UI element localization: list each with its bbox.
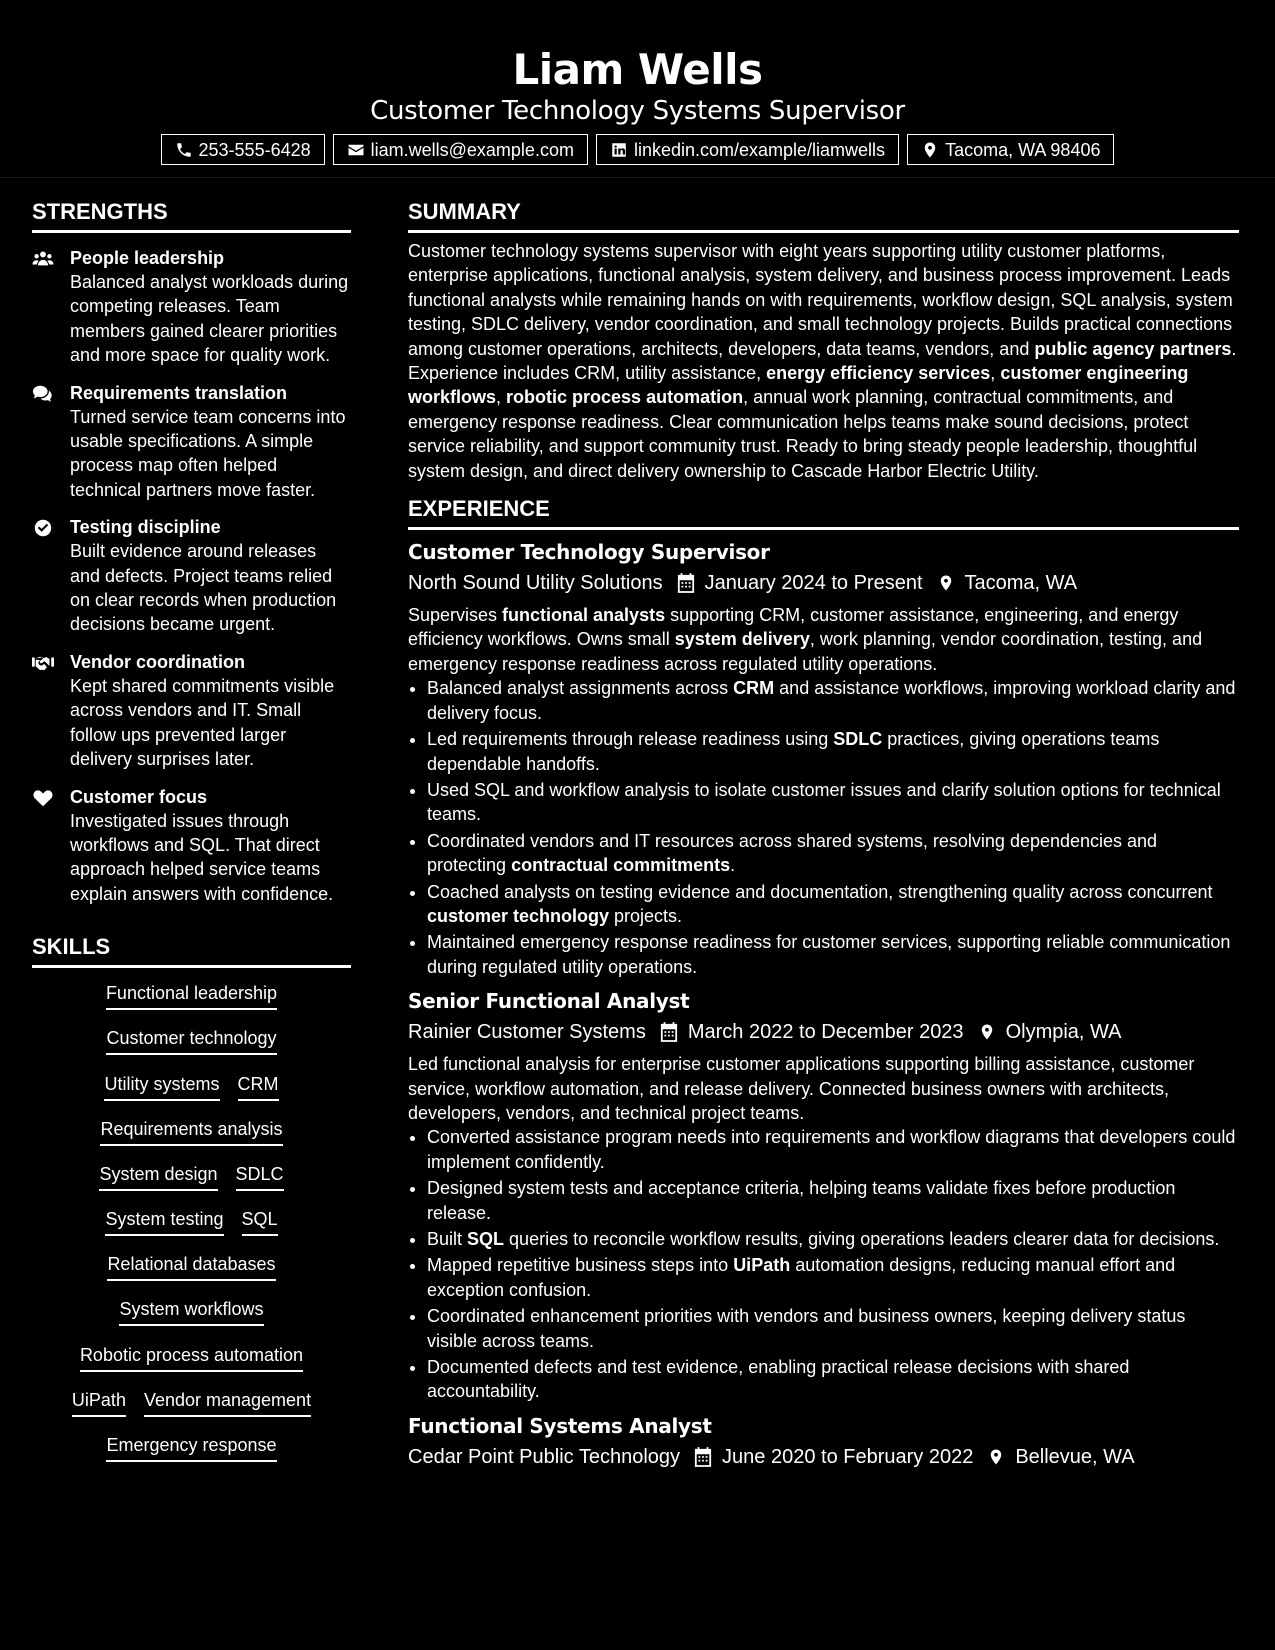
job-company: Cedar Point Public Technology bbox=[408, 1445, 681, 1468]
people-icon bbox=[32, 249, 54, 269]
summary-text: Customer technology systems supervisor with eight years supporting utility customer platforms, enterprise applications, functional analysis, system delivery, and business process improvement. Leads functional analysts while remaining hands on with requirements, workflow design, SQL analysis, system testing, SDLC delivery, vendor coordination, and small technology projects. Builds practical connections among customer operations, architects, developers, data teams, vendors, and bbox=[408, 241, 1233, 359]
skill-tag: Functional leadership bbox=[106, 980, 277, 1010]
calendar-icon bbox=[677, 573, 695, 593]
skill-row bbox=[32, 1116, 351, 1161]
job-title: Functional Systems Analyst bbox=[408, 1413, 712, 1438]
job-dates: March 2022 to December 2023 bbox=[687, 1021, 964, 1044]
skill-row bbox=[32, 1071, 351, 1116]
bullet-text: . bbox=[730, 855, 736, 876]
location-icon bbox=[937, 573, 955, 593]
job-bullet bbox=[427, 1176, 1239, 1225]
job-bullet bbox=[427, 1227, 1239, 1251]
skill-tag: Utility systems bbox=[104, 1071, 219, 1101]
handshake-icon bbox=[32, 653, 54, 673]
bullet-text: Coordinated enhancement priorities with vendors and business owners, keeping delivery status visible across teams. bbox=[427, 1306, 1186, 1351]
location-icon bbox=[978, 1022, 996, 1042]
summary-text bbox=[408, 239, 1239, 483]
skill-tag: SDLC bbox=[236, 1161, 284, 1191]
contact-phone-text: 253-555-6428 bbox=[198, 139, 311, 160]
skill-row bbox=[32, 1387, 351, 1432]
strength-title: People leadership bbox=[70, 248, 225, 268]
skill-row bbox=[32, 1161, 351, 1206]
job-bullet bbox=[427, 676, 1239, 725]
job-location: Bellevue, WA bbox=[1015, 1445, 1135, 1468]
summary-text: , bbox=[990, 363, 1001, 384]
calendar-icon bbox=[694, 1447, 712, 1467]
contact-email-text: liam.wells@example.com bbox=[370, 139, 574, 160]
strength-desc: Kept shared commitments visible across vendors and IT. Small follow ups prevented larger delivery surprises later. bbox=[70, 675, 335, 770]
job-entry bbox=[408, 537, 1239, 979]
strength-item bbox=[32, 785, 351, 907]
summary-emphasis: energy efficiency services bbox=[766, 363, 991, 384]
contact-location-text: Tacoma, WA 98406 bbox=[945, 139, 1101, 160]
summary-emphasis: robotic process automation bbox=[506, 387, 744, 408]
bullet-text: Coordinated vendors and IT resources across shared systems, resolving dependencies and protecting bbox=[427, 830, 1158, 876]
bullet-text: Balanced analyst assignments across bbox=[427, 678, 734, 699]
job-bullet bbox=[427, 1125, 1239, 1174]
skill-tag: Robotic process automation bbox=[80, 1342, 303, 1372]
job-description-text: supporting CRM, customer assistance, engineering, and energy efficiency workflows. Owns small bbox=[408, 605, 1179, 650]
job-bullet bbox=[427, 778, 1239, 827]
job-bullet bbox=[427, 1253, 1239, 1302]
contact-location[interactable] bbox=[907, 134, 1114, 165]
skills-heading: SKILLS bbox=[32, 931, 351, 968]
job-entry bbox=[408, 986, 1239, 1404]
strength-title: Testing discipline bbox=[70, 517, 221, 538]
job-dates: June 2020 to February 2022 bbox=[722, 1445, 974, 1468]
skill-tag: SQL bbox=[242, 1206, 278, 1236]
job-description bbox=[408, 1052, 1239, 1125]
job-location: Tacoma, WA bbox=[964, 572, 1078, 595]
linkedin-icon bbox=[610, 141, 628, 159]
skill-tag: UiPath bbox=[72, 1387, 126, 1417]
location-icon bbox=[987, 1447, 1005, 1467]
candidate-role: Customer Technology Systems Supervisor bbox=[370, 96, 905, 126]
resume-header bbox=[0, 0, 1275, 178]
location-icon bbox=[921, 141, 939, 159]
strengths-heading: STRENGTHS bbox=[32, 196, 351, 233]
contact-email[interactable] bbox=[333, 134, 588, 165]
bullet-text: queries to reconcile workflow results, giving operations leaders clearer data for decisions. bbox=[504, 1229, 1220, 1249]
job-bullets bbox=[408, 1125, 1239, 1403]
bullet-text: Designed system tests and acceptance criteria, helping teams validate fixes before production release. bbox=[427, 1178, 1176, 1223]
job-dates: January 2024 to Present bbox=[704, 572, 923, 595]
check-circle-icon bbox=[32, 518, 54, 538]
contact-linkedin-text: linkedin.com/example/liamwells bbox=[633, 139, 886, 160]
skill-tag: Customer technology bbox=[106, 1025, 276, 1055]
job-description bbox=[408, 603, 1239, 676]
job-company: North Sound Utility Solutions bbox=[408, 572, 663, 595]
skill-tag: System testing bbox=[105, 1206, 223, 1236]
job-description-text: Supervises bbox=[408, 605, 503, 626]
bullet-text: automation designs, reducing manual effort and exception confusion. bbox=[427, 1255, 1176, 1300]
skill-tag: System workflows bbox=[119, 1296, 263, 1326]
strength-title: Vendor coordination bbox=[70, 651, 246, 672]
summary-text: . Experience includes CRM, utility assistance, bbox=[408, 338, 1237, 384]
summary-heading: SUMMARY bbox=[408, 196, 1239, 233]
skill-tag: Relational databases bbox=[107, 1251, 275, 1281]
job-bullet bbox=[427, 1304, 1239, 1353]
skill-tag: CRM bbox=[238, 1071, 279, 1101]
job-description-emphasis: system delivery bbox=[674, 629, 810, 650]
job-location: Olympia, WA bbox=[1005, 1021, 1122, 1044]
chat-icon bbox=[32, 384, 54, 404]
bullet-text: Coached analysts on testing evidence and documentation, strengthening quality across concurrent bbox=[427, 881, 1213, 902]
strength-item bbox=[32, 246, 351, 368]
experience-heading: EXPERIENCE bbox=[408, 493, 1239, 530]
job-description-text: , work planning, vendor coordination, testing, and emergency response readiness across regulated utility operations. bbox=[408, 629, 1203, 674]
skill-row bbox=[32, 1025, 351, 1070]
summary-text: , annual work planning, contractual commitments, and emergency response readiness. Clear communication helps teams make sound decisions, protect service reliability, and support community trust. Ready to bring steady people leadership, thoughtful system design, and direct delivery ownership to Cascade Harbor Electric Utility. bbox=[408, 387, 1198, 481]
job-meta bbox=[408, 568, 1239, 598]
contact-linkedin[interactable] bbox=[596, 134, 899, 165]
job-bullet bbox=[427, 1355, 1239, 1404]
strengths-list bbox=[32, 246, 351, 906]
summary-emphasis: public agency partners bbox=[1034, 338, 1232, 359]
bullet-text: Maintained emergency response readiness for customer services, supporting reliable communication during regulated utility operations. bbox=[427, 932, 1231, 977]
bullet-emphasis: SDLC bbox=[833, 729, 883, 750]
summary-text: , bbox=[496, 387, 507, 408]
experience-list bbox=[408, 537, 1239, 1472]
strength-item bbox=[32, 515, 351, 637]
bullet-emphasis: SQL bbox=[467, 1229, 505, 1249]
skill-row bbox=[32, 1251, 351, 1296]
bullet-text: projects. bbox=[609, 905, 683, 926]
job-title: Senior Functional Analyst bbox=[408, 989, 690, 1014]
strength-item bbox=[32, 381, 351, 503]
job-bullet bbox=[427, 727, 1239, 776]
bullet-text: practices, giving operations teams dependable handoffs. bbox=[427, 729, 1160, 774]
skill-row bbox=[32, 1342, 351, 1387]
bullet-emphasis: contractual commitments bbox=[511, 855, 731, 876]
job-bullets bbox=[408, 676, 1239, 979]
main-column bbox=[408, 196, 1239, 1472]
job-entry bbox=[408, 1411, 1239, 1472]
skill-row bbox=[32, 980, 351, 1025]
job-bullet bbox=[427, 880, 1239, 929]
calendar-icon bbox=[660, 1022, 678, 1042]
skills-list bbox=[32, 980, 351, 1477]
strength-desc: Investigated issues through workflows and SQL. That direct approach helped service teams explain answers with confidence. bbox=[70, 810, 334, 904]
job-meta bbox=[408, 1017, 1239, 1047]
sidebar bbox=[32, 196, 351, 1477]
bullet-emphasis: customer technology bbox=[427, 905, 610, 926]
candidate-name: Liam Wells bbox=[512, 45, 763, 94]
job-company: Rainier Customer Systems bbox=[408, 1021, 646, 1044]
strength-item bbox=[32, 650, 351, 772]
skill-tag: System design bbox=[99, 1161, 217, 1191]
skill-row bbox=[32, 1206, 351, 1251]
skill-row bbox=[32, 1296, 351, 1341]
strength-desc: Balanced analyst workloads during competing releases. Team members gained clearer priorities and more space for quality work. bbox=[70, 272, 349, 366]
job-title: Customer Technology Supervisor bbox=[408, 540, 770, 565]
job-bullet bbox=[427, 930, 1239, 979]
contact-bar bbox=[0, 134, 1275, 165]
strength-desc: Built evidence around releases and defects. Project teams relied on clear records when production decisions became urgent. bbox=[70, 541, 337, 635]
heart-icon bbox=[32, 788, 54, 808]
skill-tag: Vendor management bbox=[144, 1387, 311, 1417]
strength-title: Customer focus bbox=[70, 786, 208, 807]
job-description-text: Led functional analysis for enterprise customer applications supporting billing assistance, customer service, workflow automation, and release delivery. Connected business owners with architects, developers, vendors, and technical project teams. bbox=[408, 1054, 1195, 1123]
bullet-emphasis: CRM bbox=[733, 678, 775, 699]
summary-emphasis: customer engineering workflows bbox=[408, 363, 1189, 408]
strength-title: Requirements translation bbox=[70, 382, 288, 403]
job-meta bbox=[408, 1442, 1239, 1472]
strength-desc: Turned service team concerns into usable specifications. A simple process map often helped technical partners move faster. bbox=[70, 406, 346, 500]
skill-tag: Emergency response bbox=[106, 1432, 276, 1462]
skill-row bbox=[32, 1432, 351, 1477]
bullet-text: and assistance workflows, improving workload clarity and delivery focus. bbox=[427, 678, 1236, 723]
email-icon bbox=[347, 141, 365, 159]
bullet-text: Mapped repetitive business steps into bbox=[427, 1255, 734, 1276]
bullet-text: Converted assistance program needs into requirements and workflow diagrams that developers could implement confidently. bbox=[427, 1127, 1236, 1172]
job-description-emphasis: functional analysts bbox=[502, 605, 666, 626]
bullet-emphasis: UiPath bbox=[733, 1255, 791, 1276]
phone-icon bbox=[175, 141, 193, 159]
bullet-text: Documented defects and test evidence, enabling practical release decisions with shared accountability. bbox=[427, 1357, 1130, 1402]
bullet-text: Led requirements through release readiness using bbox=[427, 729, 834, 750]
bullet-text: Used SQL and workflow analysis to isolate customer issues and clarify solution options for technical teams. bbox=[427, 779, 1221, 825]
skill-tag: Requirements analysis bbox=[100, 1116, 282, 1146]
bullet-text: Built bbox=[427, 1229, 468, 1249]
contact-phone[interactable] bbox=[161, 134, 325, 165]
job-bullet bbox=[427, 829, 1239, 878]
